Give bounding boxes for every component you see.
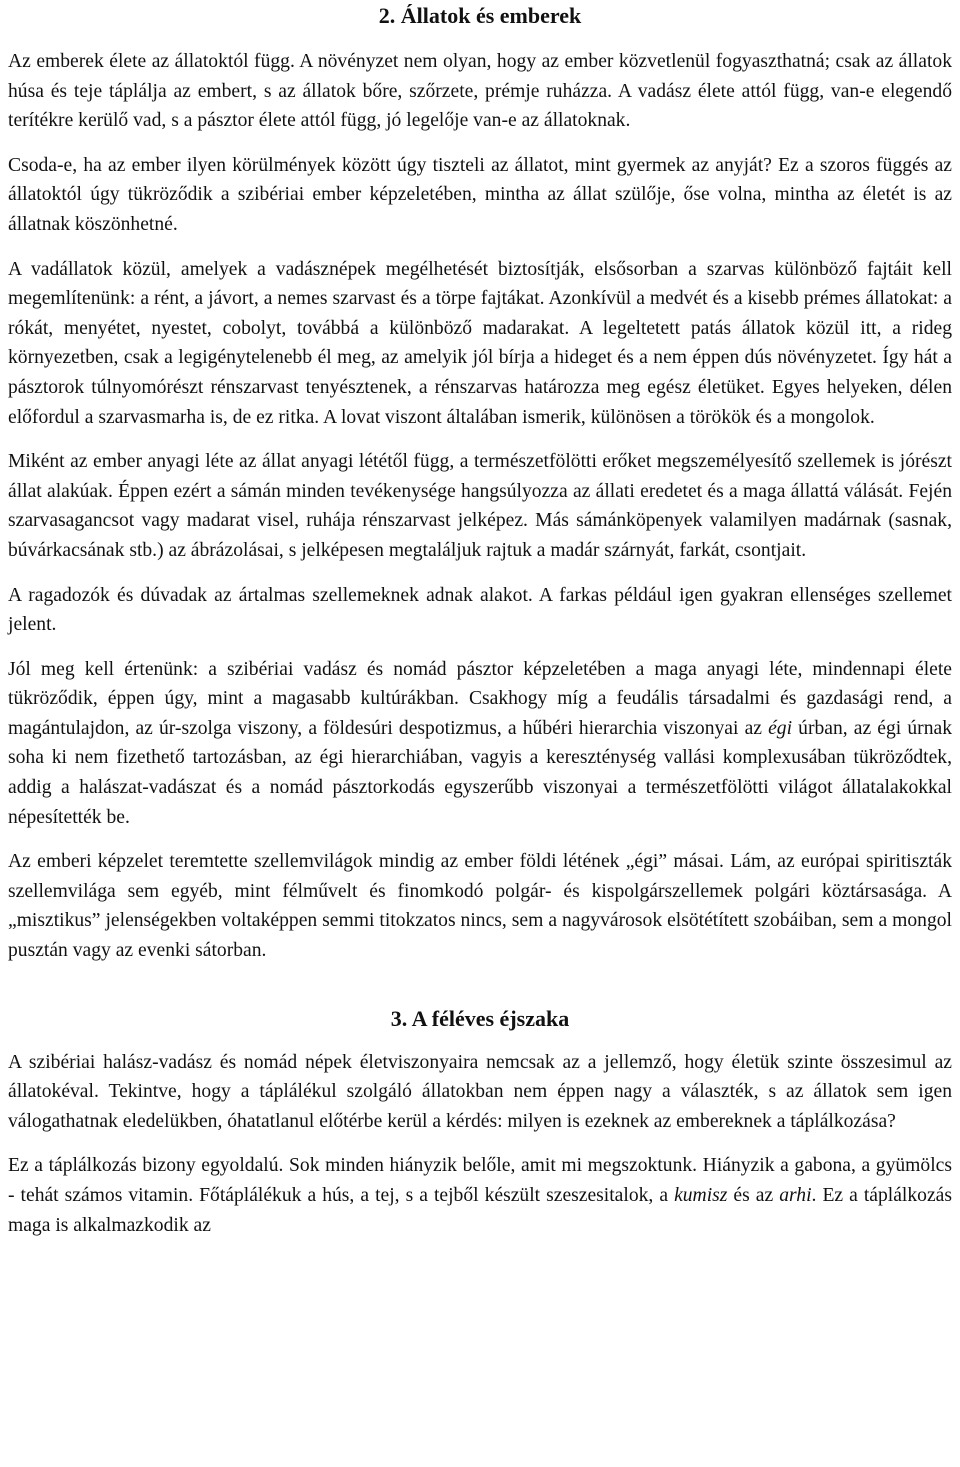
text-run: úrban, az égi úrnak soha ki nem fizethető tartozásban, az égi hierarchiában, vagyis a kereszténység vallási komplexusában tükröződtek, addig a halászat-vadászat és a nomád pásztorkodás egyszerűbb viszonyai a természetfölötti világot állatalakokkal népesítették be.: [8, 717, 952, 828]
paragraph: Az emberek élete az állatoktól függ. A növényzet nem olyan, hogy az ember közvetlenül fogyaszthatná; csak az állatok húsa és teje táplálja az embert, s az állatok bőre, szőrzete, prémje ruházza. A vadász élete attól függ, van-e elegendő terítékre kerülő vad, s a pásztor élete attól függ, jó legelője van-e az állatoknak.: [8, 51, 952, 132]
paragraph: Az emberi képzelet teremtette szellemvilágok mindig az ember földi létének „égi” másai. Lám, az európai spiritiszták szellemvilága sem egyéb, mint félművelt és finomkodó polgár- és kispolgárszellemek polgári köztársasága. A „misztikus” jelenségekben voltaképpen semmi titokzatos nincs, sem a nagyvárosok elsötétített szobáiban, sem a mongol pusztán vagy az evenki sátorban.: [8, 851, 952, 962]
paragraph: A vadállatok közül, amelyek a vadásznépek megélhetését biztosítják, elsősorban a szarvas különböző fajtáit kell megemlítenünk: a rént, a jávort, a nemes szarvast és a törpe fajtákat. Azonkívül a medvét és a kisebb prémes állatokat: a rókát, menyétet, nyestet, cobolyt, továbbá a különböző madarakat. A legeltetett patás állatok közül itt, a rideg környezetben, csak a legigénytelenebb él meg, az amelyik jól bírja a hideget és a nem éppen dús növényzetet. Így hát a pásztorok túlnyomórészt rénszarvast tenyésztenek, a rénszarvas határozza meg egész életüket. Egyes helyeken, délen előfordul a szarvasmarha is, de ez ritka. A lovat viszont általában ismerik, különösen a törökök és a mongolok.: [8, 258, 952, 428]
text-run: és az: [727, 1185, 780, 1206]
paragraph: Miként az ember anyagi léte az állat anyagi lététől függ, a természetfölötti erőket megszemélyesítő szellemek is jórészt állat alakúak. Éppen ezért a sámán minden tevékenysége hangsúlyozza az állati eredetet és a maga állattá válását. Fején szarvasagancsot vagy madarat visel, ruhája rénszarvast jelképez. Más sámánköpenyek valamilyen madárnak (sasnak, búvárkacsának stb.) az ábrázolásai, s jelképesen megtaláljuk rajtuk a madár szárnyát, farkát, csontjait.: [8, 451, 952, 561]
text-run: Jól meg kell értenünk: a szibériai vadász és nomád pásztor képzeletében a maga anyagi léte, mindennapi élete tükröződik, éppen úgy, mint a magasabb kultúrákban. Csakhogy míg a feudális társadalmi és gazdasági rend, a magántulajdon, az úr-szolga viszony, a földesúri despotizmus, a hűbéri hierarchia viszonyai az: [8, 658, 952, 739]
section-heading: 3. A féléves éjszaka: [390, 1005, 570, 1031]
paragraph: [8, 1151, 952, 1240]
paragraph: [8, 655, 952, 833]
italic-word: égi: [768, 717, 793, 739]
section-heading: 2. Állatok és emberek: [378, 3, 582, 28]
text-run: . Ez a táplálkozás maga is alkalmazkodik az: [8, 1185, 952, 1236]
paragraph: Csoda-e, ha az ember ilyen körülmények között úgy tiszteli az állatot, mint gyermek az anyját? Ez a szoros függés az állatoktól úgy tükröződik a szibériai ember képzeletében, mintha az állat szülője, őse volna, mintha az életét is az állatnak köszönhetné.: [8, 154, 952, 235]
italic-word: arhi: [779, 1185, 812, 1206]
paragraph: A szibériai halász-vadász és nomád népek életviszonyaira nemcsak az a jellemző, hogy életük szinte összesimul az állatokéval. Tekintve, hogy a táplálékul szolgáló állatokban nem éppen nagy a választék, s az állatok sem igen válogathatnak eledelükben, óhatatlanul előtérbe kerül a kérdés: milyen is ezeknek az embereknek a táplálkozása?: [8, 1051, 952, 1132]
paragraph: A ragadozók és dúvadak az ártalmas szellemeknek adnak alakot. A farkas például igen gyakran ellenséges szellemet jelent.: [8, 584, 952, 636]
text-run: Ez a táplálkozás bizony egyoldalú. Sok minden hiányzik belőle, amit mi megszoktunk. Hiányzik a gabona, a gyümölcs - tehát számos vitamin. Főtáplálékuk a hús, a tej, s a tejből készült szeszesitalok, a: [8, 1155, 952, 1206]
italic-word: kumisz: [674, 1185, 728, 1206]
